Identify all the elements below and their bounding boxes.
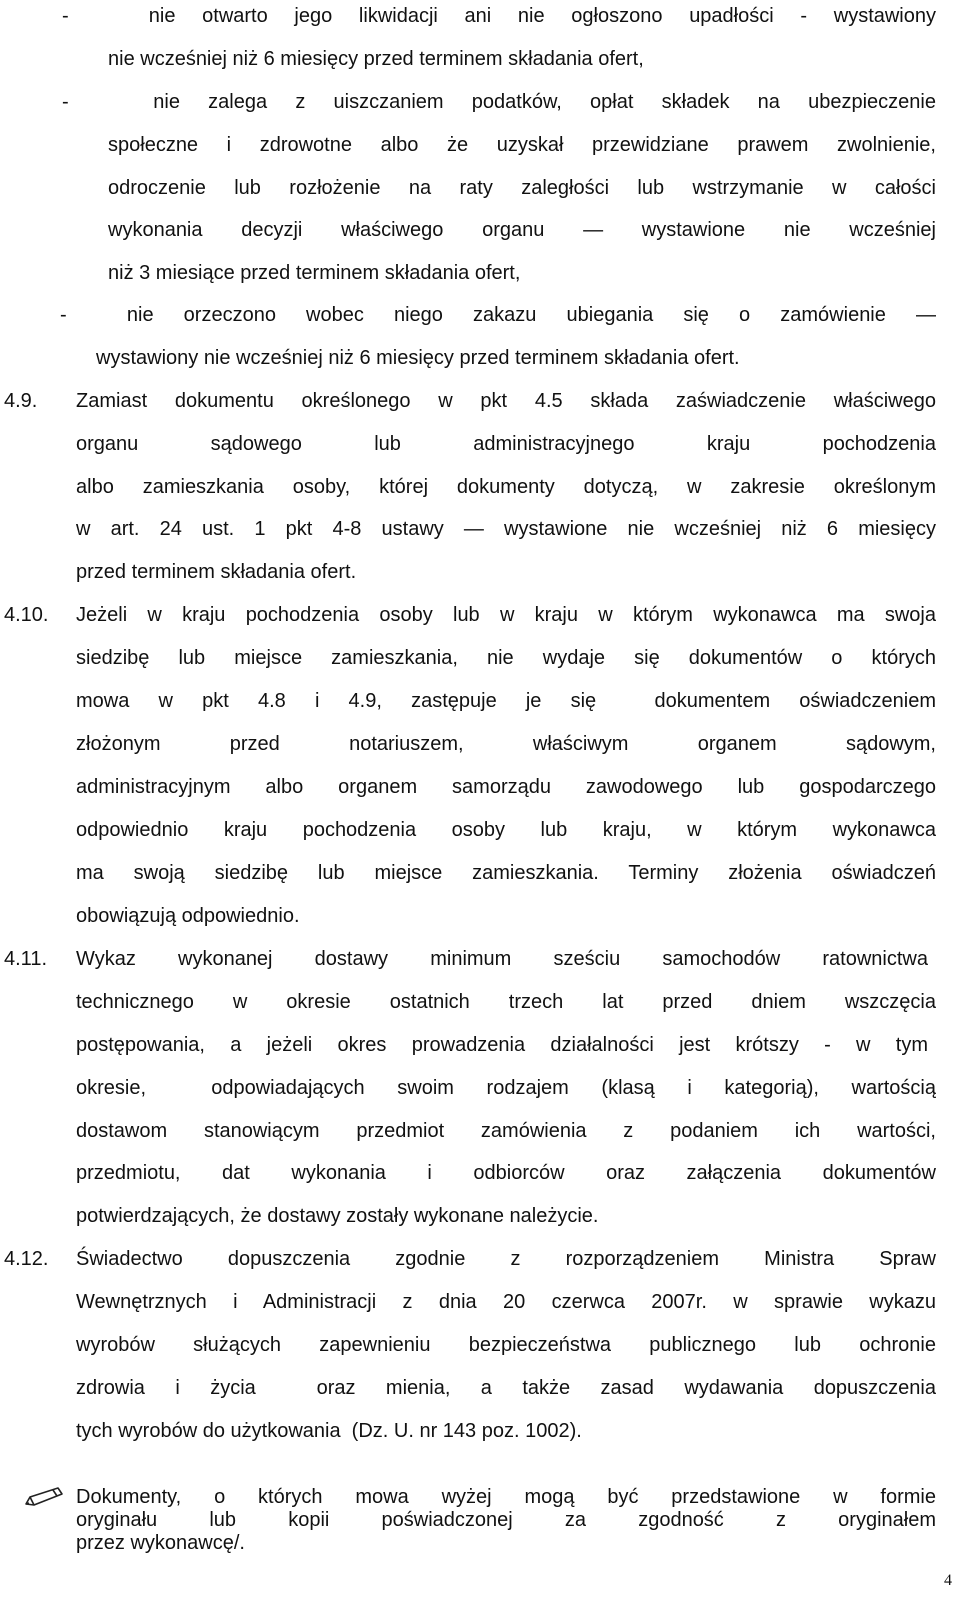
paragraph-line: zdrowia i życia oraz mienia, a także zasad wydawania dopuszczenia [76,1377,936,1399]
paragraph-line: Świadectwo dopuszczenia zgodnie z rozporządzeniem Ministra Spraw [76,1248,936,1270]
list-line: niż 3 miesiące przed terminem składania ofert, [108,262,521,284]
paragraph-line: przed terminem składania ofert. [76,561,357,583]
paragraph-line: postępowania, a jeżeli okres prowadzenia działalności jest krótszy - w tym [76,1034,928,1056]
section-number: 4.12. [4,1248,49,1270]
paragraph-line: Zamiast dokumentu określonego w pkt 4.5 składa zaświadczenie właściwego [76,390,936,412]
list-line: wystawiony nie wcześniej niż 6 miesięcy przed terminem składania ofert. [96,347,740,369]
section-number: 4.9. [4,390,38,412]
paragraph-line: obowiązują odpowiednio. [76,905,300,927]
list-line: - nie otwarto jego likwidacji ani nie ogłoszono upadłości - wystawiony [62,5,936,27]
list-line: społeczne i zdrowotne albo że uzyskał przewidziane prawem zwolnienie, [108,134,936,156]
paragraph-line: tych wyrobów do użytkowania (Dz. U. nr 143 poz. 1002). [76,1420,582,1442]
paragraph-line: potwierdzających, że dostawy zostały wykonane należycie. [76,1205,599,1227]
note-line: Dokumenty, o których mowa wyżej mogą być przedstawione w formie [76,1486,936,1508]
paragraph-line: w art. 24 ust. 1 pkt 4-8 ustawy — wystawione nie wcześniej niż 6 miesięcy [76,518,936,540]
pencil-icon [22,1484,66,1508]
paragraph-line: odpowiednio kraju pochodzenia osoby lub kraju, w którym wykonawca [76,819,936,841]
note-line: przez wykonawcę/. [76,1532,245,1554]
paragraph-line: technicznego w okresie ostatnich trzech lat przed dniem wszczęcia [76,991,936,1013]
paragraph-line: wyrobów służących zapewnieniu bezpieczeństwa publicznego lub ochronie [76,1334,936,1356]
paragraph-line: siedzibę lub miejsce zamieszkania, nie wydaje się dokumentów o których [76,647,936,669]
list-line: nie wcześniej niż 6 miesięcy przed terminem składania ofert, [108,48,644,70]
paragraph-line: albo zamieszkania osoby, której dokumenty dotyczą, w zakresie określonym [76,476,936,498]
paragraph-line: mowa w pkt 4.8 i 4.9, zastępuje je się dokumentem oświadczeniem [76,690,936,712]
list-line: odroczenie lub rozłożenie na raty zaległości lub wstrzymanie w całości [108,177,936,199]
paragraph-line: Wykaz wykonanej dostawy minimum sześciu samochodów ratownictwa [76,948,928,970]
note-line: oryginału lub kopii poświadczonej za zgodność z oryginałem [76,1509,936,1531]
paragraph-line: Jeżeli w kraju pochodzenia osoby lub w kraju w którym wykonawca ma swoja [76,604,936,626]
paragraph-line: organu sądowego lub administracyjnego kraju pochodzenia [76,433,936,455]
list-line: - nie orzeczono wobec niego zakazu ubiegania się o zamówienie — [60,304,936,326]
section-number: 4.10. [4,604,49,626]
paragraph-line: administracyjnym albo organem samorządu zawodowego lub gospodarczego [76,776,936,798]
list-line: wykonania decyzji właściwego organu — wystawione nie wcześniej [108,219,936,241]
paragraph-line: Wewnętrznych i Administracji z dnia 20 czerwca 2007r. w sprawie wykazu [76,1291,936,1313]
section-number: 4.11. [4,948,47,970]
paragraph-line: złożonym przed notariuszem, właściwym organem sądowym, [76,733,936,755]
paragraph-line: dostawom stanowiącym przedmiot zamówienia z podaniem ich wartości, [76,1120,936,1142]
page-number: 4 [944,1572,952,1589]
paragraph-line: przedmiotu, dat wykonania i odbiorców oraz załączenia dokumentów [76,1162,936,1184]
paragraph-line: okresie, odpowiadających swoim rodzajem (klasą i kategorią), wartością [76,1077,936,1099]
paragraph-line: ma swoją siedzibę lub miejsce zamieszkania. Terminy złożenia oświadczeń [76,862,936,884]
list-line: - nie zalega z uiszczaniem podatków, opłat składek na ubezpieczenie [62,91,936,113]
